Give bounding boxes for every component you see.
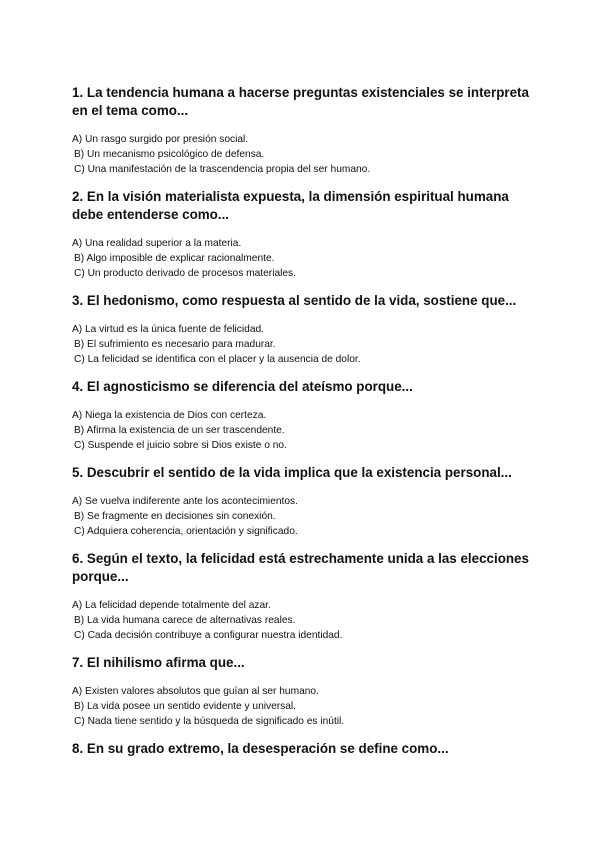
question-8 bbox=[72, 740, 542, 758]
option-a: A) La virtud es la única fuente de felicidad. bbox=[72, 324, 264, 335]
option-b: B) Algo imposible de explicar racionalmente. bbox=[74, 253, 275, 264]
option-a: A) Se vuelva indiferente ante los acontecimientos. bbox=[72, 496, 298, 507]
question-title: 6. Según el texto, la felicidad está estrechamente unida a las elecciones porque... bbox=[72, 551, 529, 584]
question-7 bbox=[72, 654, 542, 729]
question-title: 1. La tendencia humana a hacerse preguntas existenciales se interpreta en el tema como... bbox=[72, 85, 529, 118]
question-5 bbox=[72, 464, 542, 539]
option-c: C) La felicidad se identifica con el placer y la ausencia de dolor. bbox=[74, 354, 361, 365]
question-6 bbox=[72, 550, 542, 643]
option-c: C) Nada tiene sentido y la búsqueda de significado es inútil. bbox=[74, 716, 345, 727]
option-c: C) Suspende el juicio sobre si Dios existe o no. bbox=[74, 440, 287, 451]
question-title: 2. En la visión materialista expuesta, la dimensión espiritual humana debe entenderse como... bbox=[72, 189, 509, 222]
option-a: A) La felicidad depende totalmente del azar. bbox=[72, 600, 271, 611]
question-4 bbox=[72, 378, 542, 453]
option-c: C) Cada decisión contribuye a configurar nuestra identidad. bbox=[74, 630, 343, 641]
option-c: C) Una manifestación de la trascendencia propia del ser humano. bbox=[74, 164, 371, 175]
option-a: A) Existen valores absolutos que guían al ser humano. bbox=[72, 686, 319, 697]
option-b: B) Se fragmente en decisiones sin conexión. bbox=[74, 511, 276, 522]
question-3 bbox=[72, 292, 542, 367]
option-b: B) Un mecanismo psicológico de defensa. bbox=[74, 149, 265, 160]
option-b: B) El sufrimiento es necesario para madurar. bbox=[74, 339, 276, 350]
option-a: A) Un rasgo surgido por presión social. bbox=[72, 134, 249, 145]
option-b: B) La vida humana carece de alternativas reales. bbox=[74, 615, 296, 626]
document-page bbox=[72, 84, 542, 770]
option-a: A) Una realidad superior a la materia. bbox=[72, 238, 242, 249]
question-title: 4. El agnosticismo se diferencia del ateísmo porque... bbox=[72, 379, 413, 394]
question-title: 3. El hedonismo, como respuesta al sentido de la vida, sostiene que... bbox=[72, 293, 517, 308]
question-1 bbox=[72, 84, 542, 177]
option-c: C) Adquiera coherencia, orientación y significado. bbox=[74, 526, 298, 537]
question-title: 7. El nihilismo afirma que... bbox=[72, 655, 245, 670]
option-b: B) Afirma la existencia de un ser trascendente. bbox=[74, 425, 285, 436]
question-title: 8. En su grado extremo, la desesperación se define como... bbox=[72, 741, 449, 756]
option-c: C) Un producto derivado de procesos materiales. bbox=[74, 268, 296, 279]
question-title: 5. Descubrir el sentido de la vida implica que la existencia personal... bbox=[72, 465, 512, 480]
option-b: B) La vida posee un sentido evidente y universal. bbox=[74, 701, 297, 712]
option-a: A) Niega la existencia de Dios con certeza. bbox=[72, 410, 267, 421]
question-2 bbox=[72, 188, 542, 281]
